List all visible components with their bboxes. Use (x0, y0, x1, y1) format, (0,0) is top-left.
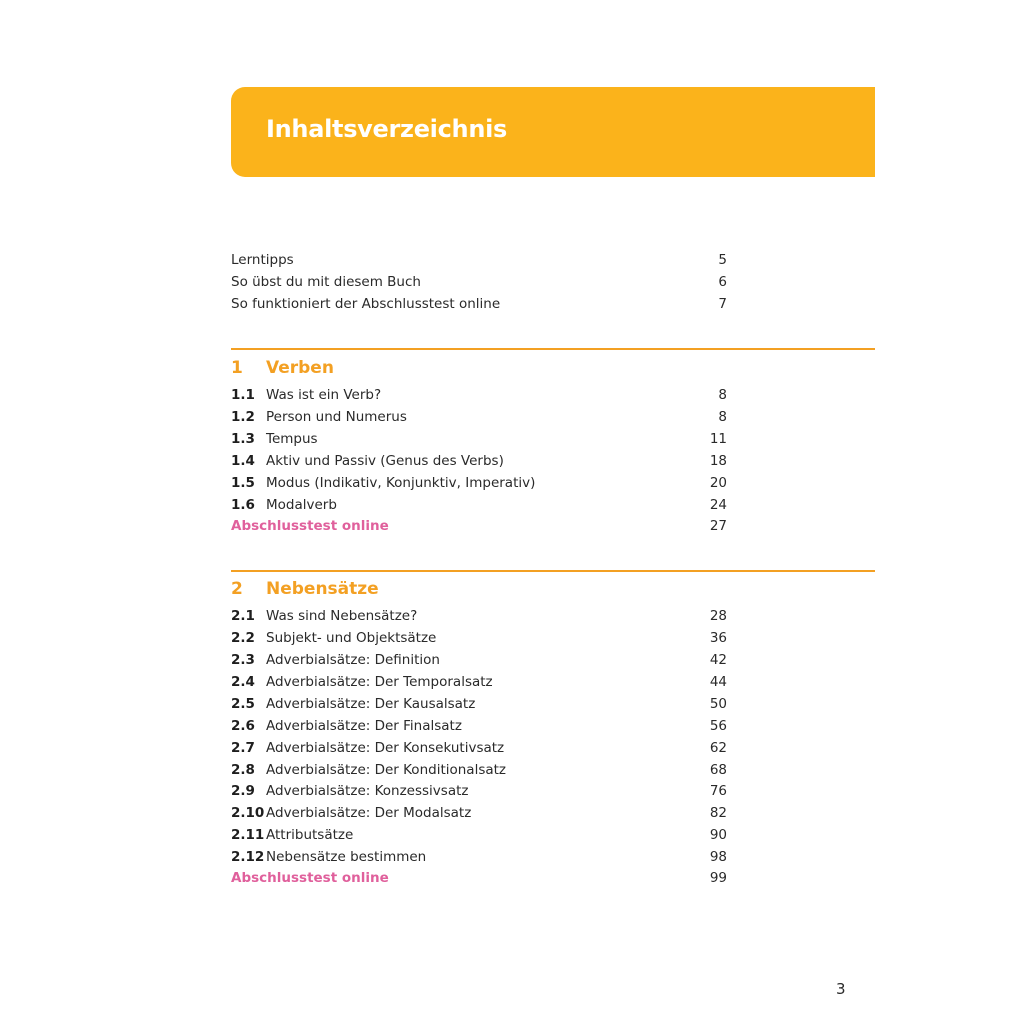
toc-entry-label: Was ist ein Verb? (266, 387, 382, 403)
abschlusstest-label: Abschlusstest online (231, 518, 389, 534)
abschlusstest-label: Abschlusstest online (231, 870, 389, 886)
toc-entry-label: So funktioniert der Abschlusstest online (231, 296, 501, 312)
toc-entry-page: 44 (709, 674, 727, 690)
toc-entry[interactable] (231, 824, 727, 846)
toc-entry-label: Adverbialsätze: Konzessivsatz (266, 783, 469, 799)
toc-entry-page: 8 (718, 409, 727, 425)
toc-entry-label: Aktiv und Passiv (Genus des Verbs) (266, 453, 504, 469)
toc-entry-page: 90 (709, 827, 727, 843)
toc-entry-label: So übst du mit diesem Buch (231, 274, 421, 290)
toc-entry[interactable] (231, 249, 727, 271)
toc-entry-number: 1.6 (231, 497, 255, 513)
toc-entry-label: Nebensätze bestimmen (266, 849, 427, 865)
toc-entry-label: Adverbialsätze: Der Finalsatz (266, 718, 462, 734)
toc-entry-label: Adverbialsätze: Definition (266, 652, 440, 668)
toc-entry[interactable] (231, 384, 727, 406)
toc-entry-page: 36 (709, 630, 727, 646)
toc-entry-number: 2.7 (231, 740, 255, 756)
toc-entry-page: 5 (718, 252, 727, 268)
toc-entry-number: 2.1 (231, 608, 255, 624)
toc-entry[interactable] (231, 759, 727, 781)
chapter-title: Nebensätze (266, 579, 379, 599)
toc-entry[interactable] (231, 428, 727, 450)
toc-entry-number: 1.2 (231, 409, 255, 425)
chapter-divider (231, 348, 875, 350)
toc-entry[interactable] (231, 671, 727, 693)
toc-entry[interactable] (231, 450, 727, 472)
toc-entry-label: Adverbialsätze: Der Konsekutivsatz (266, 740, 505, 756)
chapter-divider (231, 570, 875, 572)
toc-entry-page: 6 (718, 274, 727, 290)
toc-entry-label: Modus (Indikativ, Konjunktiv, Imperativ) (266, 475, 536, 491)
toc-entry-page: 68 (709, 762, 727, 778)
toc-entry-label: Subjekt- und Objektsätze (266, 630, 437, 646)
toc-entry-number: 1.4 (231, 453, 255, 469)
toc-entry-label: Tempus (266, 431, 318, 447)
toc-entry-page: 82 (709, 805, 727, 821)
toc-entry[interactable] (231, 494, 727, 516)
toc-entry-label: Modalverb (266, 497, 337, 513)
toc-entry-label: Person und Numerus (266, 409, 407, 425)
toc-entry-page: 98 (709, 849, 727, 865)
toc-entry-page: 50 (709, 696, 727, 712)
toc-entry-page: 20 (709, 475, 727, 491)
toc-entry-number: 2.6 (231, 718, 255, 734)
toc-entry-label: Attributsätze (266, 827, 354, 843)
toc-entry-number: 2.11 (231, 827, 265, 843)
toc-entry-label: Adverbialsätze: Der Konditionalsatz (266, 762, 507, 778)
toc-entry-number: 2.8 (231, 762, 255, 778)
toc-entry-page: 27 (709, 518, 727, 534)
toc-entry-number: 2.9 (231, 783, 255, 799)
toc-entry-label: Adverbialsätze: Der Kausalsatz (266, 696, 476, 712)
toc-entry[interactable] (231, 693, 727, 715)
toc-entry[interactable] (231, 605, 727, 627)
toc-entry-label: Adverbialsätze: Der Temporalsatz (266, 674, 493, 690)
page-number: 3 (836, 980, 846, 998)
toc-entry[interactable] (231, 271, 727, 293)
toc-entry-page: 62 (709, 740, 727, 756)
toc-entry-page: 18 (709, 453, 727, 469)
toc-entry[interactable] (231, 715, 727, 737)
toc-entry-page: 76 (709, 783, 727, 799)
toc-entry-page: 7 (718, 296, 727, 312)
toc-entry[interactable] (231, 627, 727, 649)
toc-entry[interactable] (231, 780, 727, 802)
chapter-title: Verben (266, 358, 334, 378)
toc-entry-page: 99 (709, 870, 727, 886)
toc-entry[interactable] (231, 846, 727, 868)
toc-entry-page: 11 (709, 431, 727, 447)
toc-entry-number: 1.5 (231, 475, 255, 491)
toc-entry-label: Adverbialsätze: Der Modalsatz (266, 805, 472, 821)
chapter-number: 2 (231, 579, 243, 599)
toc-entry-number: 2.2 (231, 630, 255, 646)
page-title: Inhaltsverzeichnis (266, 115, 508, 143)
toc-entry-page: 28 (709, 608, 727, 624)
toc-entry[interactable] (231, 649, 727, 671)
toc-entry-page: 42 (709, 652, 727, 668)
toc-entry-label: Was sind Nebensätze? (266, 608, 418, 624)
abschlusstest-link[interactable] (231, 867, 727, 889)
toc-entry[interactable] (231, 802, 727, 824)
abschlusstest-link[interactable] (231, 515, 727, 537)
toc-entry-number: 2.5 (231, 696, 255, 712)
toc-entry-number: 2.3 (231, 652, 255, 668)
toc-entry-number: 2.12 (231, 849, 265, 865)
toc-entry-label: Lerntipps (231, 252, 294, 268)
title-banner (231, 87, 875, 177)
toc-entry[interactable] (231, 293, 727, 315)
toc-entry-number: 1.1 (231, 387, 255, 403)
toc-entry-page: 8 (718, 387, 727, 403)
toc-entry-number: 1.3 (231, 431, 255, 447)
toc-entry-page: 24 (709, 497, 727, 513)
toc-entry-page: 56 (709, 718, 727, 734)
toc-entry[interactable] (231, 472, 727, 494)
toc-entry-number: 2.4 (231, 674, 255, 690)
toc-entry-number: 2.10 (231, 805, 265, 821)
toc-entry[interactable] (231, 737, 727, 759)
chapter-number: 1 (231, 358, 243, 378)
toc-entry[interactable] (231, 406, 727, 428)
